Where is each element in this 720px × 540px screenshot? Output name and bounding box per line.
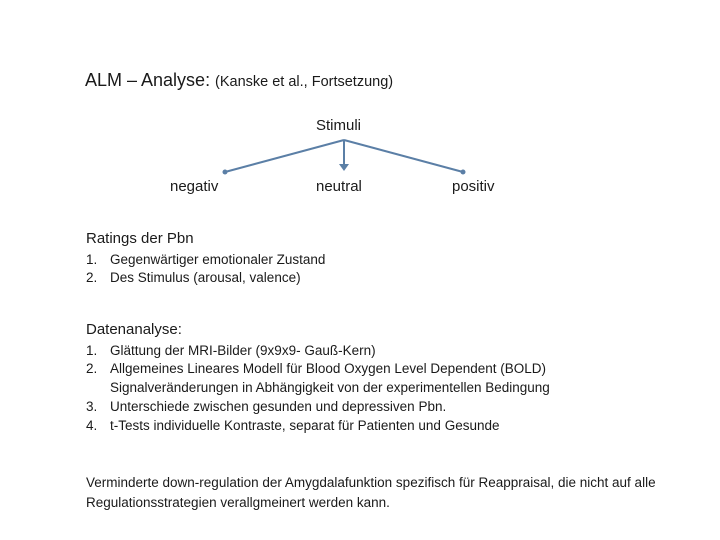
- tree-arrow-neutral: [339, 164, 349, 171]
- ratings-item-text: Gegenwärtiger emotionaler Zustand: [110, 252, 326, 267]
- analysis-item-text: t-Tests individuelle Kontraste, separat für Patienten und Gesunde: [110, 418, 500, 433]
- tree-child-positiv: positiv: [452, 178, 495, 195]
- tree-node-negativ: [223, 170, 228, 175]
- slide-subtitle: (Kanske et al., Fortsetzung): [215, 74, 394, 90]
- slide-title: ALM – Analyse:: [85, 70, 211, 90]
- tree-node-positiv: [461, 170, 466, 175]
- analysis-item-text: Unterschiede zwischen gesunden und depressiven Pbn.: [110, 399, 447, 414]
- analysis-item-number: 4.: [86, 418, 98, 433]
- analysis-item-number: 2.: [86, 361, 98, 376]
- ratings-item-text: Des Stimulus (arousal, valence): [110, 270, 301, 285]
- analysis-item-number: 3.: [86, 399, 98, 414]
- analysis-item-text-continued: Signalveränderungen in Abhängigkeit von der experimentellen Bedingung: [110, 380, 550, 395]
- tree-branch-negativ: [225, 140, 344, 172]
- tree-root-label: Stimuli: [316, 117, 362, 134]
- tree-child-neutral: neutral: [316, 178, 362, 195]
- analysis-heading: Datenanalyse:: [86, 321, 182, 338]
- ratings-heading: Ratings der Pbn: [86, 230, 194, 247]
- ratings-item-number: 2.: [86, 270, 98, 285]
- analysis-item-text: Allgemeines Lineares Modell für Blood Oxygen Level Dependent (BOLD): [110, 361, 546, 376]
- tree-branch-positiv: [344, 140, 463, 172]
- analysis-item-number: 1.: [86, 343, 98, 358]
- conclusion-text: Verminderte down-regulation der Amygdalafunktion spezifisch für Reappraisal, die nicht auf alle Regulationsstrategien verallgmeinert werden kann.: [86, 475, 656, 510]
- analysis-item-text: Glättung der MRI-Bilder (9x9x9- Gauß-Kern): [110, 343, 376, 358]
- tree-child-negativ: negativ: [170, 178, 219, 195]
- ratings-item-number: 1.: [86, 252, 98, 267]
